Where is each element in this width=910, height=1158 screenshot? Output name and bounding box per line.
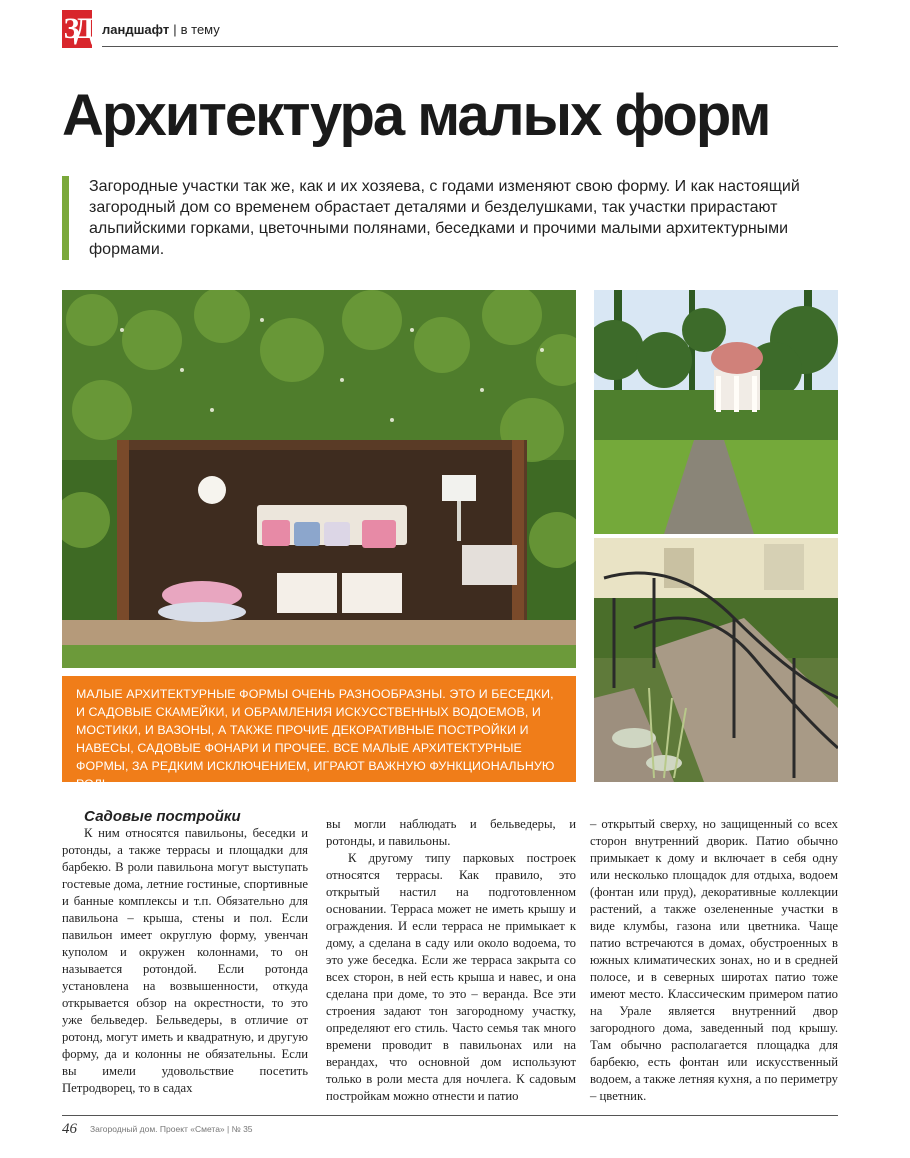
section-separator: |: [173, 22, 177, 37]
article-column-2: [326, 816, 576, 1105]
column-3-text: – открытый сверху, но защищенный со всех сторон внутренний дворик. Патио обычно примыкает к дому и включает в себя одну или несколько площадок для отдыха, водоем (фонтан или пруд), декоративные коллекции растений, а также озелененные участки в виде клумбы, газона или цветника. Чаще патио встречаются в домах, обустроенных в южных климатических зонах, но и в средней полосе, и в северных широтах патио тоже имеют место. Классическим примером патио на Урале является внутренний двор загородного дома, заведенный под крышу. Там обычно располагается площадка для барбекю, есть фонтан или искусственный водоем, а также летняя кухня, а по периметру – цветник.: [590, 817, 838, 1103]
column-2-text: К другому типу парковых построек относятся террасы. Как правило, это открытый настил на подготовленном основании. Терраса может не иметь крышу и ограждения. И если терраса не примыкает к дому, а сделана в саду или около водоема, то это уже беседка. Если же терраса закрыта со всех сторон, в ней есть крыша и навес, и она сделана при доме, то это – веранда. Все эти строения задают тон загородному участку, определяют его стиль. Часто семья так много времени проводит в павильонах или на верандах, что основной дом используют только в роли места для ночлега. К садовым постройкам можно отнести и патио: [326, 851, 576, 1103]
pergola-photo: [62, 290, 576, 668]
page-number: 46: [62, 1121, 77, 1137]
column-1-text: К ним относятся павильоны, беседки и ротонды, а также террасы и площадки для барбекю. В роли павильона могут выступать гостевые дома, летние гостиные, спортивные и банные комплексы и т.п. Обязательно для павильона – крыша, стены и пол. Если павильон имеет округлую форму, увенчан куполом и окружен колоннами, то он называется ротондой. Если ротонда установлена на возвышенности, откуда открывается обзор на окрестности, то это уже бельведер. Бельведеры, в отличие от ротонд, могут иметь и квадратную, и другую форму, да и колонны не обязательны. Если вы имели удовольствие посетить Петродворец, то в садах: [62, 826, 308, 1095]
article-subhead: Садовые постройки: [84, 808, 241, 825]
magazine-logo: ЗД: [62, 10, 92, 48]
section-header: [102, 22, 220, 37]
article-column-1: [62, 808, 308, 1097]
article-column-3: [590, 816, 838, 1105]
rotunda-photo: [594, 290, 838, 534]
publication-footer: Загородный дом. Проект «Смета» | № 35: [90, 1124, 253, 1134]
header-rule: [102, 46, 838, 47]
column-2-text-continuation: вы могли наблюдать и бельведеры, и ротонды, и павильоны.: [326, 817, 576, 848]
section-name: ландшафт: [102, 22, 170, 37]
photo-caption: МАЛЫЕ АРХИТЕКТУРНЫЕ ФОРМЫ ОЧЕНЬ РАЗНООБРАЗНЫ. ЭТО И БЕСЕДКИ, И САДОВЫЕ СКАМЕЙКИ, И ОБРАМЛЕНИЯ ИСКУССТВЕННЫХ ВОДОЕМОВ, И МОСТИКИ, И ВАЗОНЫ, А ТАКЖЕ ПРОЧИЕ ДЕКОРАТИВНЫЕ ПОСТРОЙКИ И НАВЕСЫ, САДОВЫЕ ФОНАРИ И ПРОЧЕЕ. ВСЕ МАЛЫЕ АРХИТЕКТУРНЫЕ ФОРМЫ, ЗА РЕДКИМ ИСКЛЮЧЕНИЕМ, ИГРАЮТ ВАЖНУЮ ФУНКЦИОНАЛЬНУЮ РОЛЬ.: [62, 676, 576, 782]
footer-rule: [62, 1115, 838, 1116]
article-title: Архитектура малых форм: [62, 83, 770, 148]
lead-paragraph: Загородные участки так же, как и их хозяева, с годами изменяют свою форму. И как настоящий загородный дом со временем обрастает деталями и безделушками, так участки прирастают альпийскими горками, цветочными полянами, беседками и прочими малыми архитектурными формами.: [62, 176, 859, 260]
subsection-name: в тему: [180, 22, 220, 37]
bridge-photo: [594, 538, 838, 782]
